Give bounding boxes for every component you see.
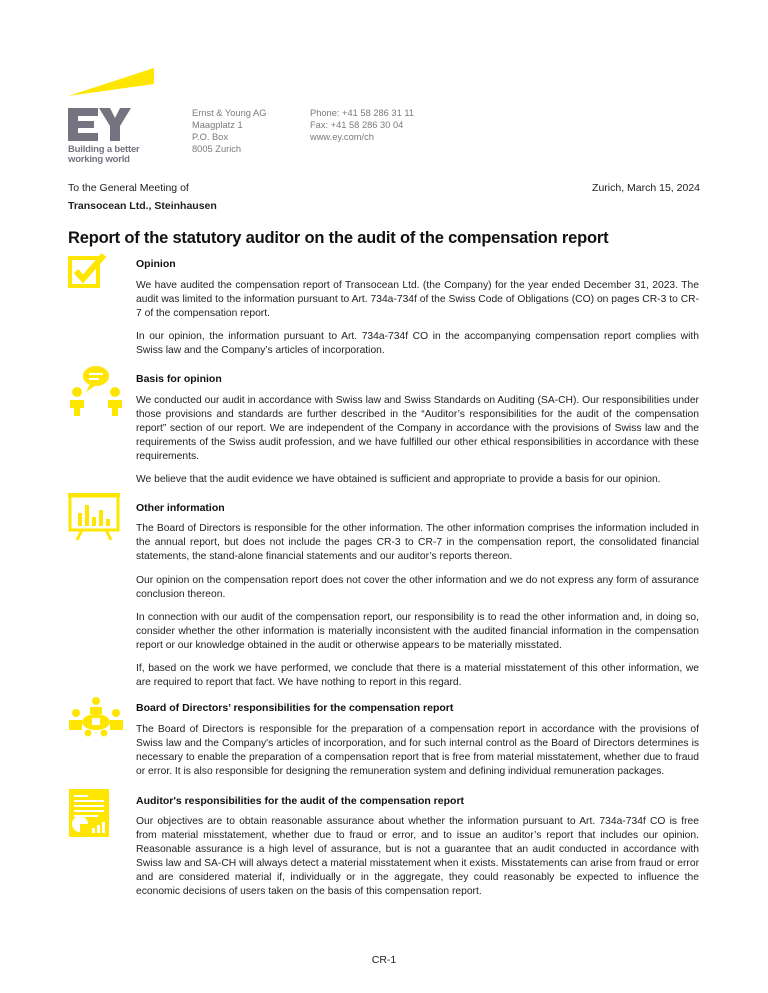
- section-heading-basis: Basis for opinion: [136, 373, 222, 385]
- basis-paragraph-2: We believe that the audit evidence we have obtained is sufficient and appropriate to provide a basis for our opinion.: [136, 474, 661, 485]
- other-info-paragraph-4: If, based on the work we have performed, we conclude that there is a material misstatement of this other information, we are required to report that fact. We have nothing to report in this regard.: [136, 663, 699, 688]
- section-heading-other-info: Other information: [136, 502, 225, 514]
- fax-number: Fax: +41 58 286 30 04: [310, 120, 404, 130]
- board-paragraph-1: The Board of Directors is responsible for the preparation of a compensation report in accordance with the provisions of Swiss law and the Company's articles of incorporation, and for such internal control as the Board of Directors determines is necessary to enable the preparation of a compensation report that is free from material misstatement, whether due to fraud or error. It is also responsible for designing the remuneration system and defining individual remuneration packages.: [136, 724, 699, 777]
- address-line: P.O. Box: [192, 132, 229, 142]
- other-info-paragraph-1: The Board of Directors is responsible for the other information. The other information comprises the information included in the annual report, but does not include the pages CR-3 to CR-7 in the compensation report, the consolidated financial statements, the stand-alone financial statements and our auditor’s reports thereon.: [136, 523, 699, 562]
- board-meeting-icon: [68, 696, 124, 738]
- report-title: Report of the statutory auditor on the audit of the compensation report: [68, 229, 609, 247]
- checkbox-icon: [68, 252, 108, 288]
- office-address: [192, 107, 266, 155]
- opinion-paragraph-1: We have audited the compensation report of Transocean Ltd. (the Company) for the year ended December 31, 2023. The audit was limited to the information pursuant to Art. 734a-734f of the Swiss Code of Obligations (CO) on pages CR-3 to CR-7 of the compensation report.: [136, 280, 699, 319]
- presentation-chart-icon: [68, 493, 120, 541]
- page-number: CR-1: [371, 954, 397, 966]
- address-line: Ernst & Young AG: [192, 108, 267, 118]
- section-heading-board: Board of Directors’ responsibilities for the compensation report: [136, 702, 454, 714]
- auditor-paragraph-1: Our objectives are to obtain reasonable assurance about whether the information pursuant to Art. 734a-734f CO is free from material misstatement, whether due to fraud or error, and to issue an auditor’s report that includes our opinion. Reasonable assurance is a high level of assurance, but is not a guarantee that an audit conducted in accordance with Swiss law and SA-CH will always detect a material misstatement when it exists. Misstatements can arise from fraud or error and are considered material if, individually or in the aggregate, they could reasonably be expected to influence the economic decisions of users taken on the basis of this compensation report.: [136, 816, 699, 897]
- discussion-icon: [68, 364, 126, 416]
- logo-tagline-line1: Building a better: [68, 144, 140, 155]
- other-info-paragraph-3: In connection with our audit of the compensation report, our responsibility is to read the other information and, in doing so, consider whether the other information is materially inconsistent with the audited financial information in the compensation report or our knowledge obtained in the audit or otherwise appears to be materially misstated.: [136, 612, 699, 651]
- place-date: Zurich, March 15, 2024: [592, 182, 700, 194]
- address-line: Maagplatz 1: [192, 120, 243, 130]
- basis-paragraph-1: We conducted our audit in accordance with Swiss law and Swiss Standards on Auditing (SA-CH). Our responsibilities under those provisions and standards are further described in the “Auditor’s responsibilities for the audit of the compensation report” section of our report. We are independent of the Company in accordance with the provisions of Swiss law and the requirements of the Swiss audit profession, and we have fulfilled our other ethical responsibilities in accordance with these requirements.: [136, 395, 699, 462]
- other-info-paragraph-2: Our opinion on the compensation report does not cover the other information and we do not express any form of assurance conclusion thereon.: [136, 575, 699, 600]
- recipient-line2: Transocean Ltd., Steinhausen: [68, 200, 217, 212]
- report-document-icon: [68, 788, 110, 838]
- office-contact: [310, 107, 414, 143]
- logo-tagline-line2: working world: [68, 154, 130, 165]
- phone-number: Phone: +41 58 286 31 11: [310, 108, 414, 118]
- section-heading-auditor: Auditor's responsibilities for the audit of the compensation report: [136, 795, 465, 807]
- section-heading-opinion: Opinion: [136, 258, 176, 270]
- recipient-line1: To the General Meeting of: [68, 182, 189, 194]
- address-line: 8005 Zurich: [192, 144, 242, 154]
- website-link[interactable]: www.ey.com/ch: [310, 132, 374, 142]
- opinion-paragraph-2: In our opinion, the information pursuant to Art. 734a-734f CO in the accompanying compensation report complies with Swiss law and the Company’s articles of incorporation.: [136, 331, 699, 356]
